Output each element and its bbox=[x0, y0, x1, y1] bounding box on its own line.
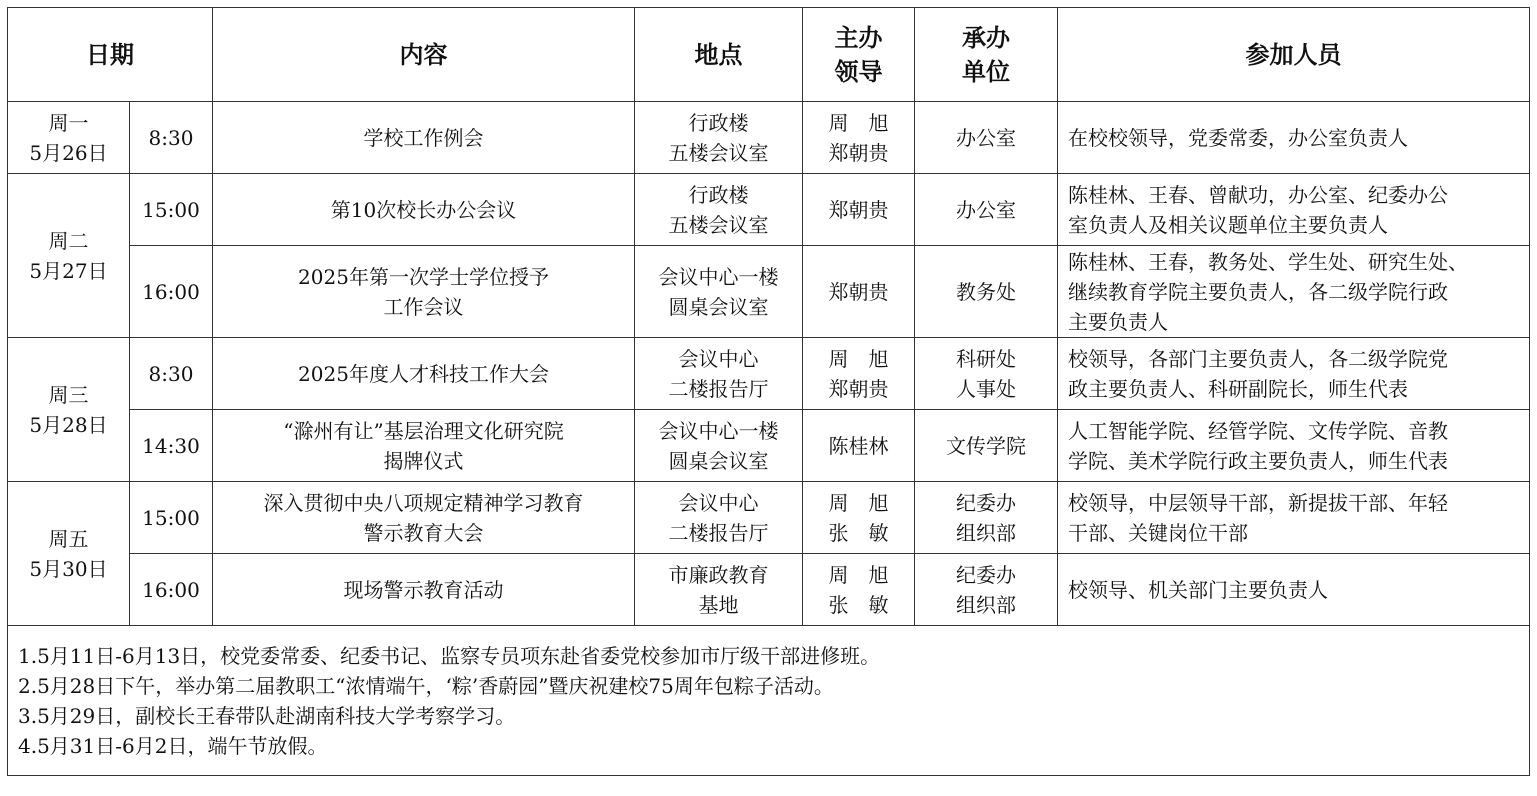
event-content bbox=[213, 102, 635, 174]
event-location bbox=[635, 338, 803, 410]
event-participants bbox=[1058, 338, 1530, 410]
note-item: 2.5月28日下午，举办第二届教职工“浓情端午，‘粽’香蔚园”暨庆祝建校75周年包粽子活动。 bbox=[18, 673, 834, 698]
event-participants bbox=[1058, 246, 1530, 338]
event-organizer-line: 办公室 bbox=[956, 125, 1016, 150]
schedule-row bbox=[8, 174, 1530, 246]
event-participants bbox=[1058, 482, 1530, 554]
event-host-line: 张 敏 bbox=[828, 520, 889, 545]
event-host-line: 郑朝贵 bbox=[828, 376, 889, 401]
schedule-row bbox=[8, 338, 1530, 410]
event-organizer-line: 办公室 bbox=[956, 197, 1016, 222]
header-organizer-line2: 单位 bbox=[962, 57, 1010, 86]
day-cell bbox=[8, 102, 130, 174]
event-host-line: 郑朝贵 bbox=[828, 140, 889, 165]
event-participants bbox=[1058, 410, 1530, 482]
event-content-line: 工作会议 bbox=[383, 294, 464, 319]
event-location-line: 市廉政教育 bbox=[668, 562, 769, 587]
event-participants-line: 人工智能学院、经管学院、文传学院、音教 bbox=[1068, 418, 1448, 443]
note-item: 3.5月29日，副校长王春带队赴湖南科技大学考察学习。 bbox=[18, 703, 516, 728]
event-location-line: 会议中心 bbox=[678, 490, 759, 515]
event-location-line: 会议中心 bbox=[678, 346, 759, 371]
event-host bbox=[803, 174, 915, 246]
event-content-line: 2025年第一次学士学位授予 bbox=[298, 264, 549, 289]
event-content bbox=[213, 338, 635, 410]
event-organizer-line: 纪委办 bbox=[956, 490, 1016, 515]
event-organizer-line: 纪委办 bbox=[956, 562, 1016, 587]
event-host bbox=[803, 338, 915, 410]
event-participants-line: 继续教育学院主要负责人，各二级学院行政 bbox=[1068, 279, 1448, 304]
event-time: 8:30 bbox=[130, 102, 213, 174]
day-weekday: 周五 bbox=[48, 526, 89, 551]
day-cell bbox=[8, 338, 130, 482]
event-host-line: 郑朝贵 bbox=[828, 279, 889, 304]
event-location bbox=[635, 554, 803, 626]
note-item: 1.5月11日-6月13日，校党委常委、纪委书记、监察专员项东赴省委党校参加市厅级干部进修班。 bbox=[18, 643, 881, 668]
event-host bbox=[803, 410, 915, 482]
event-organizer-line: 文传学院 bbox=[946, 433, 1026, 458]
event-organizer bbox=[915, 554, 1058, 626]
schedule-row bbox=[8, 482, 1530, 554]
event-host-line: 张 敏 bbox=[828, 592, 889, 617]
header-organizer-line1: 承办 bbox=[962, 23, 1010, 52]
schedule-row bbox=[8, 246, 1530, 338]
event-host bbox=[803, 554, 915, 626]
event-organizer-line: 组织部 bbox=[956, 592, 1016, 617]
event-content-line: 2025年度人才科技工作大会 bbox=[298, 361, 549, 386]
event-content-line: “滁州有让”基层治理文化研究院 bbox=[283, 418, 564, 443]
event-organizer bbox=[915, 102, 1058, 174]
event-location-line: 行政楼 bbox=[688, 182, 749, 207]
event-time: 15:00 bbox=[130, 174, 213, 246]
day-weekday: 周三 bbox=[48, 382, 89, 407]
notes-cell bbox=[8, 626, 1530, 776]
note-item: 4.5月31日-6月2日，端午节放假。 bbox=[18, 733, 328, 758]
event-organizer bbox=[915, 246, 1058, 338]
header-organizer bbox=[915, 8, 1058, 102]
day-cell bbox=[8, 482, 130, 626]
day-date: 5月27日 bbox=[29, 258, 108, 283]
event-participants-line: 政主要负责人、科研副院长，师生代表 bbox=[1068, 376, 1408, 401]
event-organizer bbox=[915, 338, 1058, 410]
event-location-line: 行政楼 bbox=[688, 110, 749, 135]
event-participants-line: 学院、美术学院行政主要负责人，师生代表 bbox=[1068, 448, 1448, 473]
event-content-line: 现场警示教育活动 bbox=[343, 577, 504, 602]
event-content bbox=[213, 174, 635, 246]
day-cell bbox=[8, 174, 130, 338]
event-location bbox=[635, 482, 803, 554]
event-content-line: 学校工作例会 bbox=[363, 125, 484, 150]
event-host-line: 周 旭 bbox=[828, 490, 889, 515]
header-location: 地点 bbox=[635, 8, 803, 102]
event-host-line: 郑朝贵 bbox=[828, 197, 889, 222]
event-host-line: 陈桂林 bbox=[828, 433, 889, 458]
event-host-line: 周 旭 bbox=[828, 562, 889, 587]
event-participants-line: 室负责人及相关议题单位主要负责人 bbox=[1068, 212, 1388, 237]
event-location bbox=[635, 246, 803, 338]
header-host bbox=[803, 8, 915, 102]
event-content bbox=[213, 410, 635, 482]
event-organizer-line: 科研处 bbox=[956, 346, 1016, 371]
event-location bbox=[635, 102, 803, 174]
event-participants-line: 陈桂林、王春、曾献功，办公室、纪委办公 bbox=[1068, 182, 1448, 207]
event-time: 16:00 bbox=[130, 246, 213, 338]
event-organizer-line: 组织部 bbox=[956, 520, 1016, 545]
event-content-line: 第10次校长办公会议 bbox=[330, 197, 517, 222]
day-date: 5月26日 bbox=[29, 140, 108, 165]
event-organizer-line: 人事处 bbox=[956, 376, 1016, 401]
event-organizer bbox=[915, 174, 1058, 246]
header-row bbox=[8, 8, 1530, 102]
event-time: 14:30 bbox=[130, 410, 213, 482]
event-participants-line: 校领导、机关部门主要负责人 bbox=[1068, 577, 1328, 602]
schedule-row bbox=[8, 102, 1530, 174]
event-location bbox=[635, 410, 803, 482]
event-location-line: 会议中心一楼 bbox=[658, 418, 779, 443]
event-location-line: 五楼会议室 bbox=[668, 140, 769, 165]
header-content: 内容 bbox=[213, 8, 635, 102]
event-location-line: 基地 bbox=[698, 592, 739, 617]
event-host-line: 周 旭 bbox=[828, 346, 889, 371]
event-participants-line: 陈桂林、王春，教务处、学生处、研究生处、 bbox=[1068, 249, 1468, 274]
event-content-line: 深入贯彻中央八项规定精神学习教育 bbox=[263, 490, 584, 515]
event-content-line: 警示教育大会 bbox=[363, 520, 484, 545]
event-participants-line: 主要负责人 bbox=[1068, 309, 1168, 334]
event-host bbox=[803, 102, 915, 174]
event-location-line: 圆桌会议室 bbox=[668, 448, 769, 473]
event-organizer bbox=[915, 482, 1058, 554]
event-location-line: 圆桌会议室 bbox=[668, 294, 769, 319]
header-host-line2: 领导 bbox=[834, 57, 883, 86]
schedule-row bbox=[8, 554, 1530, 626]
event-host bbox=[803, 482, 915, 554]
day-date: 5月30日 bbox=[29, 556, 108, 581]
event-organizer bbox=[915, 410, 1058, 482]
event-participants bbox=[1058, 174, 1530, 246]
event-participants-line: 在校校领导，党委常委，办公室负责人 bbox=[1068, 125, 1408, 150]
event-participants bbox=[1058, 554, 1530, 626]
schedule-table bbox=[7, 7, 1530, 776]
event-location-line: 会议中心一楼 bbox=[658, 264, 779, 289]
day-weekday: 周一 bbox=[48, 110, 89, 135]
event-host-line: 周 旭 bbox=[828, 110, 889, 135]
event-content bbox=[213, 482, 635, 554]
header-date: 日期 bbox=[8, 8, 213, 102]
event-time: 16:00 bbox=[130, 554, 213, 626]
event-location-line: 二楼报告厅 bbox=[668, 376, 769, 401]
event-participants-line: 校领导，中层领导干部，新提拔干部、年轻 bbox=[1068, 490, 1448, 515]
event-organizer-line: 教务处 bbox=[956, 279, 1016, 304]
event-content-line: 揭牌仪式 bbox=[383, 448, 464, 473]
event-host bbox=[803, 246, 915, 338]
notes-row bbox=[8, 626, 1530, 776]
schedule-row bbox=[8, 410, 1530, 482]
event-time: 8:30 bbox=[130, 338, 213, 410]
header-host-line1: 主办 bbox=[834, 23, 883, 52]
day-date: 5月28日 bbox=[29, 412, 108, 437]
event-participants bbox=[1058, 102, 1530, 174]
event-time: 15:00 bbox=[130, 482, 213, 554]
event-location bbox=[635, 174, 803, 246]
event-participants-line: 校领导，各部门主要负责人，各二级学院党 bbox=[1068, 346, 1448, 371]
event-location-line: 二楼报告厅 bbox=[668, 520, 769, 545]
event-participants-line: 干部、关键岗位干部 bbox=[1068, 520, 1248, 545]
event-content bbox=[213, 554, 635, 626]
event-location-line: 五楼会议室 bbox=[668, 212, 769, 237]
day-weekday: 周二 bbox=[48, 228, 89, 253]
header-participants: 参加人员 bbox=[1058, 8, 1530, 102]
event-content bbox=[213, 246, 635, 338]
